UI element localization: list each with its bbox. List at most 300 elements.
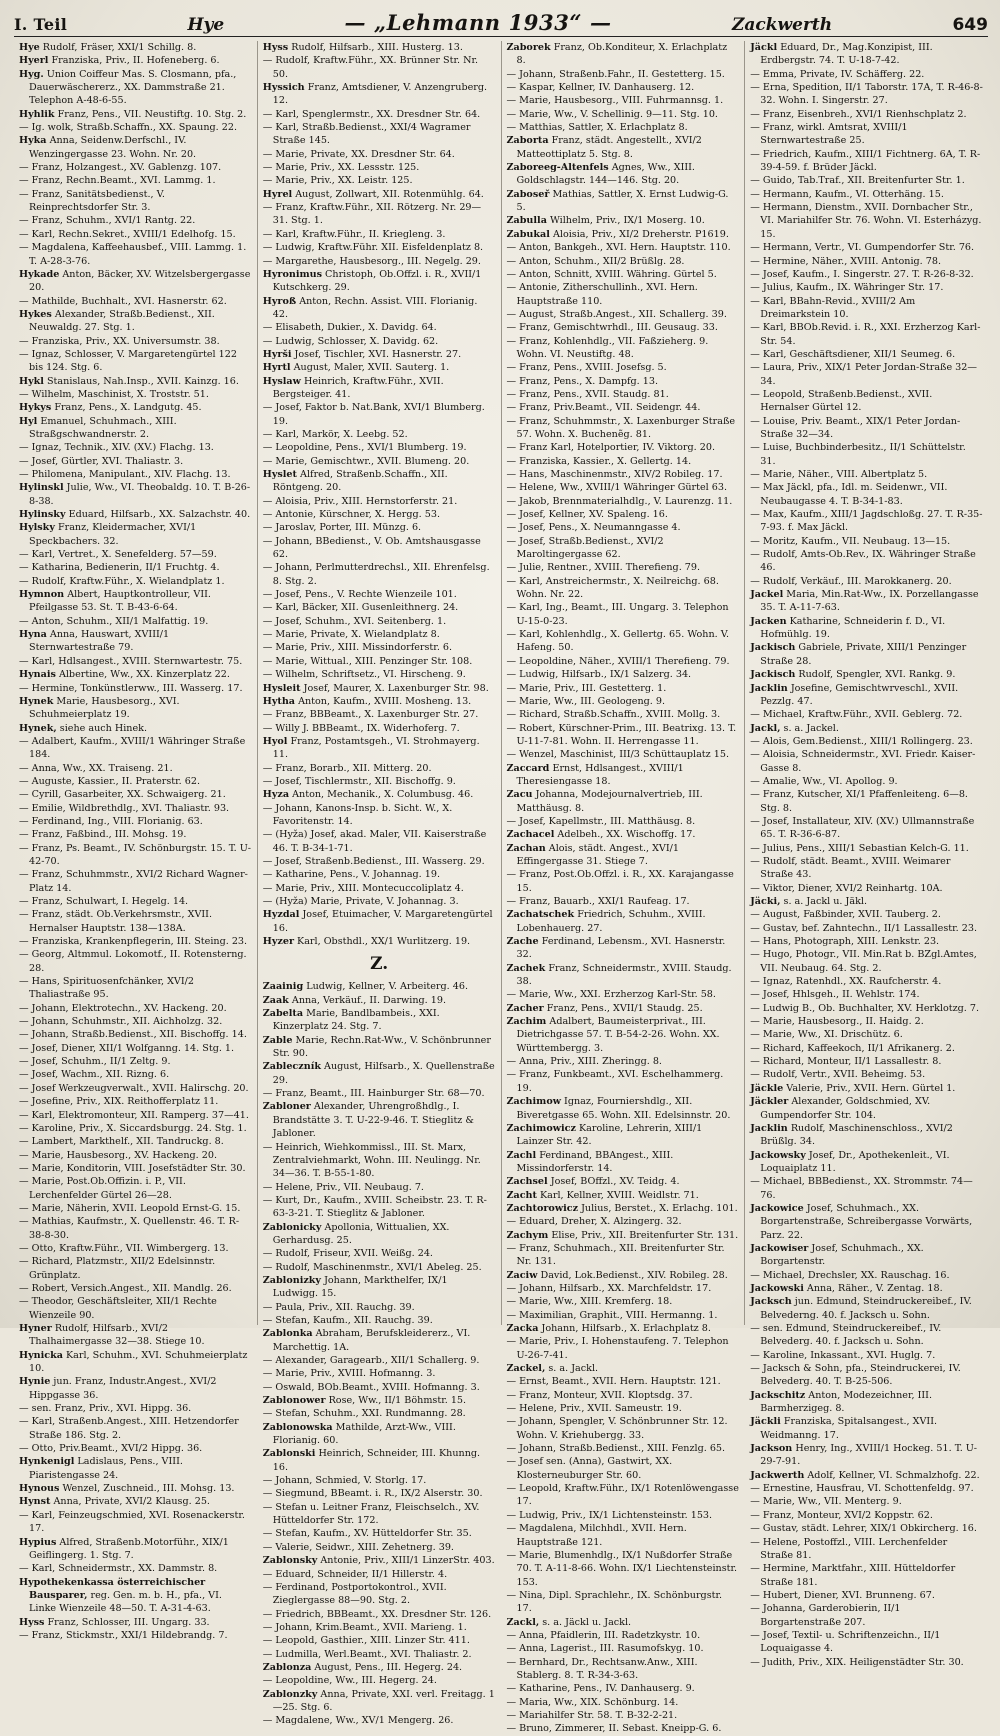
directory-entry <box>263 335 496 348</box>
directory-entry <box>750 321 983 348</box>
entry-details: — Richard, Monteur, II/1 Lassallestr. 8. <box>750 1056 942 1068</box>
directory-entry <box>507 481 740 494</box>
entry-surname: Jäckle <box>750 1082 784 1094</box>
entry-details: Franz, städt. Angestellt., XVI/2 Matteottiplatz 5. Stg. 8. <box>516 135 702 160</box>
entry-details: Franz, Postamtsgeh., VI. Strohmayerg. 11. <box>272 735 480 761</box>
directory-entry <box>19 1109 252 1122</box>
entry-details: Anna, Private, XVI/2 Klausg. 25. <box>50 1496 210 1508</box>
entry-details: Heinrich, Kraftw.Führ., XVII. Bergsteiger. 41. <box>272 375 444 400</box>
directory-entry <box>507 535 740 562</box>
entry-details: — Michael, Drechsler, XX. Rauschag. 16. <box>750 1269 950 1281</box>
directory-entry <box>263 908 496 935</box>
directory-entry <box>263 895 496 908</box>
directory-entry <box>19 1082 252 1095</box>
entry-details: Karl, Obsthdl., XX/1 Wurlitzerg. 19. <box>294 936 471 948</box>
entry-details: Antonie, Priv., XIII/1 LinzerStr. 403. <box>317 1555 495 1567</box>
entry-surname: Zachatschek <box>506 909 575 921</box>
entry-surname: Hyrši <box>262 348 292 360</box>
entry-details: — Josef, Kaufm., I. Singerstr. 27. T. R-26-8-32. <box>750 268 974 280</box>
entry-details: — Franz, Kutscher, XI/1 Pfaffenleiteng. 6—8. Stg. 8. <box>750 789 968 814</box>
directory-entry <box>263 1421 496 1448</box>
entry-details: — Hans, Maschinenmstr., XIV/2 Robileg. 17. <box>506 469 723 480</box>
directory-entry <box>19 121 252 134</box>
directory-entry <box>19 668 252 681</box>
entry-details: — Viktor, Diener, XVI/2 Reinhartg. 10A. <box>750 882 943 894</box>
entry-surname: Hyg. <box>19 68 44 80</box>
entry-details: — Julius, Kaufm., IX. Währinger Str. 17. <box>750 282 944 294</box>
entry-details: — Franz, Sanitätsbedienst., V. Reinprechtsdorfer Str. 3. <box>19 188 165 214</box>
directory-entry <box>19 722 252 735</box>
entry-surname: Zaboreeg-Altenfels <box>506 162 609 174</box>
directory-entry <box>263 441 496 454</box>
directory-entry <box>750 988 983 1001</box>
entry-details: — Karl, Kohlenhdlg., X. Gellertg. 65. Wohn. V. Hafeng. 50. <box>506 629 730 654</box>
entry-surname: Hyol <box>262 735 288 747</box>
directory-entry <box>19 1095 252 1108</box>
entry-details: — Leopold, Straßenb.Bedienst., XVII. Hernalser Gürtel 12. <box>750 388 933 414</box>
directory-entry <box>750 775 983 788</box>
entry-surname: Jackschitz <box>750 1389 806 1401</box>
entry-details: — Johann, Krim.Beamt., XVII. Marieng. 1. <box>262 1621 467 1633</box>
entry-details: — Karl, Feinzeugschmied, XVI. Rosenackerstr. 17. <box>19 1509 245 1535</box>
directory-entry <box>750 415 983 442</box>
entry-surname: Hyronimus <box>262 268 322 280</box>
directory-entry <box>750 1562 983 1589</box>
directory-entry <box>750 548 983 575</box>
entry-details: — Hubert, Diener, XVI. Brunneng. 67. <box>750 1589 935 1601</box>
entry-details: s. a. Jäckl u. Jackl. <box>539 1616 632 1628</box>
directory-entry <box>750 108 983 121</box>
entry-details: Alexander, Goldschmied, XV. Gumpendorfer Str. 104. <box>760 1096 931 1121</box>
directory-entry <box>507 1002 740 1015</box>
entry-details: Marie, Rechn.Rat-Ww., V. Schönbrunner Str. 90. <box>272 1034 491 1060</box>
directory-entry <box>19 1068 252 1081</box>
directory-entry <box>263 561 496 588</box>
entry-details: — Ludwig, Schlosser, X. Davidg. 62. <box>262 335 439 347</box>
entry-details: — Franz, Schulwart, I. Hegelg. 14. <box>19 896 189 907</box>
directory-entry <box>19 908 252 935</box>
directory-entry <box>263 1674 496 1687</box>
directory-entry <box>263 1087 496 1100</box>
directory-entry <box>19 1616 252 1629</box>
page-header <box>14 10 988 37</box>
directory-entry <box>750 1269 983 1282</box>
entry-details: Rudolf, Hilfsarb., XVI/2 Thalhaimergasse 32—38. Stiege 10. <box>29 1323 205 1348</box>
entry-surname: Jackson <box>750 1443 793 1455</box>
entry-surname: Zablonizky <box>262 1274 322 1286</box>
entry-details: — Ludwig, Hilfsarb., IX/1 Salzerg. 34. <box>506 669 692 681</box>
directory-entry <box>263 108 496 121</box>
directory-entry <box>19 842 252 869</box>
directory-entry <box>750 148 983 175</box>
entry-details: — Kurt, Dr., Kaufm., XVIII. Scheibstr. 23. T. R-63-3-21. T. Stieglitz & Jabloner. <box>262 1194 487 1220</box>
entry-details: Union Coiffeur Mas. S. Closmann, pfa., Dauerwäschererz., XX. Dammstraße 21. Telephon A-48-6-55. <box>29 68 237 107</box>
entry-details: Franz, Schneidermstr., XVIII. Staudg. 38. <box>516 962 732 988</box>
directory-entry <box>750 1469 983 1482</box>
entry-surname: Hyner <box>19 1323 52 1334</box>
directory-entry <box>507 415 740 442</box>
entry-details: — Rudolf, Vertr., XVII. Beheimg. 53. <box>750 1069 926 1081</box>
directory-entry <box>750 922 983 935</box>
entry-details: — Maximilian, Graphit., VIII. Hermanng. 1. <box>506 1309 718 1321</box>
entry-details: — Leopold, Kraftw.Führ., IX/1 Rotenlöwengasse 17. <box>506 1483 739 1508</box>
directory-entry <box>19 575 252 588</box>
directory-entry <box>507 655 740 668</box>
entry-details: — Julius, Pens., XIII/1 Sebastian Kelch-G. 11. <box>750 842 969 854</box>
entry-details: — August, Straßb.Angest., XII. Schallerg. 39. <box>506 308 727 320</box>
entry-details: — Paula, Priv., XII. Rauchg. 39. <box>262 1301 415 1313</box>
directory-entry <box>507 281 740 308</box>
directory-entry <box>263 1554 496 1567</box>
directory-entry <box>507 68 740 81</box>
directory-entry <box>507 521 740 534</box>
directory-entry <box>507 161 740 188</box>
entry-details: — Rudolf, Verkäuf., III. Marokkanerg. 20. <box>750 575 952 587</box>
directory-entry <box>507 41 740 68</box>
directory-entry <box>750 1602 983 1629</box>
entry-surname: Zacu <box>506 789 533 801</box>
entry-surname: Hyrtl <box>262 362 291 374</box>
entry-surname: Zaainig <box>262 981 304 993</box>
entry-surname: Hyroß <box>262 295 297 307</box>
directory-entry <box>507 188 740 215</box>
directory-entry <box>507 268 740 281</box>
directory-entry <box>750 1629 983 1656</box>
directory-entry <box>507 1282 740 1295</box>
directory-entry <box>19 54 252 67</box>
entry-details: — Rudolf, Maschinenmstr., XVI/1 Abeleg. 25. <box>262 1261 482 1273</box>
entry-details: — Antonie, Kürschner, X. Hergg. 53. <box>262 509 441 521</box>
directory-entry <box>19 1255 252 1282</box>
directory-entry <box>507 308 740 321</box>
entry-details: — Josef, Wachm., XII. Rizng. 6. <box>19 1069 170 1081</box>
directory-entry <box>19 1242 252 1255</box>
entry-surname: Jäckler <box>750 1096 789 1108</box>
entry-details: — Stefan, Kaufm., XV. Hütteldorfer Str. 35. <box>262 1528 472 1540</box>
entry-details: Christoph, Ob.Offzl. i. R., XVII/1 Kutschkerg. 29. <box>272 268 482 294</box>
directory-entry <box>507 1455 740 1482</box>
directory-entry <box>19 1322 252 1349</box>
entry-details: Franz, Pens., X. Landgutg. 45. <box>51 402 202 414</box>
entry-details: — Rudolf, städt. Beamt., XVIII. Weimarer Straße 43. <box>750 855 951 881</box>
entry-details: Franziska, Priv., II. Hofeneberg. 6. <box>48 55 220 67</box>
entry-details: — Franz, Faßbind., III. Mohsg. 19. <box>19 829 187 841</box>
directory-entry <box>263 1221 496 1248</box>
directory-entry <box>750 361 983 388</box>
entry-surname: Jacklin <box>750 1122 788 1134</box>
entry-surname: Zachim <box>506 1016 547 1028</box>
entry-details: — Karoline, Inkassant., XVI. Huglg. 7. <box>750 1349 936 1361</box>
entry-details: — Johann, Schmied, V. Storlg. 17. <box>262 1475 427 1487</box>
directory-entry <box>750 348 983 361</box>
directory-entry <box>507 455 740 468</box>
entry-details: — Franz, Ps. Beamt., IV. Schönburgstr. 15. T. U-42-70. <box>19 842 251 867</box>
entry-details: — Johann, Schuhmstr., XII. Aichholzg. 32. <box>19 1016 223 1028</box>
directory-entry <box>263 868 496 881</box>
directory-entry <box>507 908 740 935</box>
directory-entry <box>263 121 496 148</box>
entry-details: — Franz, Pens., X. Dampfg. 13. <box>506 375 659 387</box>
entry-surname: Zachacel <box>506 829 555 841</box>
directory-entry <box>263 321 496 334</box>
entry-details: — Gustav, bef. Zahntechn., II/1 Lassallestr. 23. <box>750 922 977 934</box>
entry-details: — Wenzel, Maschinist, III/3 Schüttauplatz 15. <box>506 749 730 761</box>
directory-entry <box>507 388 740 401</box>
entry-surname: Zaborek <box>506 42 551 53</box>
directory-entry <box>263 1007 496 1034</box>
directory-entry <box>507 1402 740 1415</box>
entry-details: Friedrich, Schuhm., XVIII. Lobenhauerg. 27. <box>516 909 706 934</box>
entry-details: — Marie, Priv., XVIII. Hofmanng. 3. <box>262 1368 436 1380</box>
entry-details: — Julie, Rentner., XVIII. Therefieng. 79. <box>506 562 701 574</box>
entry-details: Franz, Ob.Konditeur, X. Erlachplatz 8. <box>516 42 728 67</box>
directory-entry <box>263 401 496 428</box>
entry-details: — Franz, Schuhmmstr., XVI/2 Richard Wagner-Platz 14. <box>19 869 248 894</box>
entry-surname: Jackisch <box>750 642 796 654</box>
entry-details: Anna, Verkäuf., II. Darwing. 19. <box>288 994 447 1006</box>
directory-entry <box>507 1309 740 1322</box>
entry-details: Mathias, Sattler, X. Ernst Ludwig-G. 5. <box>516 188 729 214</box>
entry-details: — Philomena, Manipulant., XIV. Flachg. 13. <box>19 469 231 480</box>
entry-details: — Marie, Ww., XXI. Erzherzog Karl-Str. 58. <box>506 989 716 1001</box>
entry-details: — Karl, Schneidermstr., XX. Dammstr. 8. <box>19 1563 218 1575</box>
directory-entry <box>19 468 252 481</box>
directory-entry <box>19 295 252 308</box>
entry-details: — Erna, Spedition, II/1 Taborstr. 17A, T. R-46-8-32. Wohn. I. Singerstr. 27. <box>750 82 983 107</box>
directory-entry <box>263 495 496 508</box>
entry-details: siehe auch Hinek. <box>56 722 147 734</box>
entry-details: — Michael, BBBedienst., XX. Strommstr. 74—76. <box>750 1176 973 1201</box>
entry-details: — Richard, Platzmstr., XII/2 Edelsinnstr. Grünplatz. <box>19 1256 216 1281</box>
entry-details: — Marie, Priv., I. Hohenstaufeng. 7. Telephon U-26-7-41. <box>506 1336 729 1361</box>
entry-details: — Marie, Gemischtwr., XVII. Blumeng. 20. <box>262 455 470 467</box>
entry-details: — Franz, Post.Ob.Offzl. i. R., XX. Karajangasse 15. <box>506 869 734 894</box>
entry-details: — Ludwig, Kraftw.Führ. XII. Eisfeldenplatz 8. <box>262 242 484 254</box>
entry-details: — Magdalena, Kaffeehausbef., VIII. Lammg. 1. T. A-28-3-76. <box>19 242 247 267</box>
directory-entry <box>19 161 252 174</box>
entry-details: — Marie, Priv., XX. Lessstr. 125. <box>262 162 420 174</box>
entry-surname: Zabloner <box>262 1101 311 1113</box>
directory-entry <box>263 1407 496 1420</box>
directory-entry <box>19 655 252 668</box>
directory-entry <box>750 908 983 921</box>
entry-details: — Otto, Priv.Beamt., XVI/2 Hippg. 36. <box>19 1443 203 1455</box>
entry-details: — Marie, Private, X. Wielandplatz 8. <box>262 629 440 641</box>
entry-details: — Ernestine, Hausfrau, VI. Schottenfeldg. 97. <box>750 1483 974 1495</box>
entry-details: — Josef, Schuhm., XVI. Seitenberg. 1. <box>262 615 447 627</box>
directory-entry <box>750 1536 983 1563</box>
entry-details: — Franz, Priv.Beamt., VII. Seidengr. 44. <box>506 402 701 414</box>
entry-details: — Josefine, Priv., XIX. Reithofferplatz 11. <box>19 1096 219 1108</box>
entry-details: — Luise, Buchbinderbesitz., II/1 Schüttelstr. 31. <box>750 442 966 467</box>
directory-entry <box>19 1536 252 1563</box>
entry-surname: Hykl <box>19 375 44 387</box>
entry-details: Ernst, Hdlsangest., XVIII/1 Theresiengasse 18. <box>516 762 684 787</box>
directory-entry <box>263 161 496 174</box>
directory-entry <box>263 788 496 801</box>
directory-entry <box>750 615 983 642</box>
entry-details: — Johann, Spengler, V. Schönbrunner Str. 12. Wohn. V. Kriehubergg. 33. <box>506 1416 728 1441</box>
directory-entry <box>263 348 496 361</box>
directory-entry <box>507 1722 740 1735</box>
entry-details: — Ig. wolk, Straßb.Schaffn., XX. Spaung. 22. <box>19 122 238 134</box>
directory-entry <box>507 375 740 388</box>
directory-entry <box>507 1549 740 1589</box>
entry-details: — Marie, Priv., XX. Leistr. 125. <box>262 175 413 187</box>
entry-details: Johanna, Modejournalvertrieb, III. Matthäusg. 8. <box>516 789 703 814</box>
directory-entry <box>263 1060 496 1087</box>
entry-details: — Franz, Pens., XVIII. Josefsg. 5. <box>506 362 667 374</box>
entry-details: — Johann, Kanons-Insp. b. Sicht. W., X. Favoritenstr. 14. <box>262 802 453 827</box>
directory-entry <box>19 1495 252 1508</box>
directory-entry <box>263 775 496 788</box>
entry-details: — August, Faßbinder, XVII. Tauberg. 2. <box>750 909 941 921</box>
entry-surname: Hypius <box>19 1536 57 1548</box>
directory-entry <box>263 1327 496 1354</box>
directory-entry <box>507 722 740 749</box>
entry-details: — Leopoldine, Näher., XVIII/1 Therefieng. 79. <box>506 655 730 667</box>
directory-entry <box>19 868 252 895</box>
entry-surname: Zachek <box>506 962 546 974</box>
directory-entry <box>507 1055 740 1068</box>
directory-entry <box>507 1242 740 1269</box>
directory-entry <box>19 214 252 227</box>
entry-details: — Karl, BBahn-Revid., XVIII/2 Am Dreimarkstein 10. <box>750 295 916 320</box>
entry-details: Rudolf, Fräser, XXI/1 Schillg. 8. <box>39 42 197 53</box>
directory-entry <box>19 335 252 348</box>
entry-details: Johann, Hilfsarb., X. Erlachplatz 8. <box>538 1323 711 1334</box>
directory-entry <box>507 468 740 481</box>
directory-entry <box>263 855 496 868</box>
entry-surname: Hyl <box>19 415 38 427</box>
entry-details: — Ignaz, Ratenhdl., XX. Raufcherstr. 4. <box>750 976 942 988</box>
directory-entry <box>263 1141 496 1181</box>
entry-details: — (Hyža) Josef, akad. Maler, VII. Kaiserstraße 46. T. B-34-1-71. <box>262 829 487 854</box>
entry-details: — Marie, Priv., XIII. Missindorferstr. 6. <box>262 642 453 654</box>
entry-details: — Marie, Priv., XIII. Montecuccoliplatz 4. <box>262 882 464 894</box>
directory-entry <box>750 895 983 908</box>
entry-details: — Alois, Gem.Bedienst., XIII/1 Rollingerg. 23. <box>750 735 973 747</box>
entry-details: — Jaroslav, Porter, III. Münzg. 6. <box>262 522 422 534</box>
entry-details: — Franz, Bauarb., XXI/1 Raufeag. 17. <box>506 896 690 907</box>
entry-surname: Hypothekenkassa österreichischer Bausparer, <box>19 1576 206 1601</box>
entry-details: Johann, Markthelfer, IX/1 Ludwigg. 15. <box>272 1274 448 1300</box>
entry-surname: Zablonower <box>262 1395 326 1407</box>
entry-details: — Lambert, Markthelf., XII. Tandruckg. 8. <box>19 1136 224 1148</box>
directory-entry <box>263 628 496 641</box>
directory-entry <box>19 508 252 521</box>
entry-details: — Robert, Kürschner-Prim., III. Beatrixg. 13. T. U-11-7-81. Wohn. II. Herrengasse 11. <box>506 722 737 747</box>
directory-entry <box>750 1349 983 1362</box>
directory-entry <box>507 1295 740 1308</box>
directory-entry <box>263 1661 496 1674</box>
entry-details: — Emma, Private, IV. Schäfferg. 22. <box>750 68 925 80</box>
entry-details: — Mathilde, Buchhalt., XVI. Hasnerstr. 62. <box>19 295 227 307</box>
entry-surname: Hyss <box>19 1616 45 1628</box>
directory-entry <box>750 641 983 668</box>
entry-surname: Jacken <box>750 615 787 627</box>
entry-details: — Marie, Ww., III. Geologeng. 9. <box>506 695 666 707</box>
entry-details: — Josef, Textil- u. Schriftenzeichn., II/1 Loquaigasse 4. <box>750 1629 941 1655</box>
entry-details: — Stefan u. Leitner Franz, Fleischselch., XV. Hütteldorfer Str. 172. <box>262 1501 480 1527</box>
entry-details: Albert, Hauptkontrolleur, VII. Pfeilgasse 53. St. T. B-43-6-64. <box>29 589 211 614</box>
directory-entry <box>507 1589 740 1616</box>
entry-details: — Rudolf, Friseur, XVII. Weißg. 24. <box>262 1248 433 1260</box>
entry-details: Alfred, Straßenb.Motorführ., XIX/1 Geiflingerg. 1. Stg. 7. <box>29 1536 229 1561</box>
entry-details: — Friedrich, BBBeamt., XX. Dresdner Str. 126. <box>262 1608 492 1620</box>
directory-entry <box>750 1202 983 1242</box>
directory-entry <box>263 1194 496 1221</box>
entry-details: — Georg, Altmmul. Lokomotf., II. Rotensterng. 28. <box>19 949 247 974</box>
directory-entry <box>750 1415 983 1442</box>
entry-details: Rose, Ww., II/1 Böhmstr. 15. <box>325 1395 467 1407</box>
entry-surname: Zable <box>262 1034 293 1046</box>
entry-details: August, Pens., III. Hegerg. 24. <box>311 1661 463 1673</box>
entry-surname: Zabukal <box>506 228 550 240</box>
entry-details: — Judith, Priv., XIX. Heiligenstädter Str. 30. <box>750 1656 964 1668</box>
directory-entry <box>263 295 496 322</box>
directory-entry <box>750 1042 983 1055</box>
directory-entry <box>19 975 252 1002</box>
directory-entry <box>19 1375 252 1402</box>
directory-entry <box>19 1028 252 1041</box>
entry-details: s. a. Jackl. <box>545 1363 599 1375</box>
directory-entry <box>263 54 496 81</box>
directory-entry <box>750 295 983 322</box>
entry-details: — Franz, Beamt., III. Hainburger Str. 68—70. <box>262 1088 485 1100</box>
entry-details: — (Hyža) Marie, Private, V. Johannag. 3. <box>262 896 459 907</box>
directory-entry <box>750 1149 983 1176</box>
directory-entry <box>507 1122 740 1149</box>
entry-details: — Amalie, Ww., VI. Apollog. 9. <box>750 775 898 787</box>
directory-entry <box>507 1696 740 1709</box>
entry-details: — Katharine, Pens., IV. Danhauserg. 9. <box>506 1683 695 1695</box>
entry-details: — Aloisia, Schneidermstr., XVI. Friedr. Kaiser-Gasse 8. <box>750 749 976 774</box>
entry-surname: Hyslaw <box>262 375 301 387</box>
entry-details: — Josef, Installateur, XIV. (XV.) Ullmannstraße 65. T. R-36-6-87. <box>750 815 975 841</box>
entry-details: Josef, Tischler, XVI. Hasnerstr. 27. <box>291 348 462 360</box>
entry-details: Katharine, Schneiderin f. D., VI. Hofmühlg. 19. <box>760 615 946 641</box>
directory-entry <box>263 148 496 161</box>
entry-details: — Franz, Monteur, XVI/2 Koppstr. 62. <box>750 1509 933 1521</box>
directory-entry <box>750 708 983 721</box>
directory-entry <box>750 855 983 882</box>
entry-details: Anton, Kaufm., XVIII. Mosheng. 13. <box>295 695 472 707</box>
entry-details: — Marie, Hausbesorg., XV. Hackeng. 20. <box>19 1149 218 1161</box>
entry-details: — Hugo, Photogr., VII. Min.Rat b. BZgl.Amtes, VII. Neubaug. 64. Stg. 2. <box>750 949 977 974</box>
entry-surname: Zachtorowicz <box>506 1202 579 1214</box>
entry-details: — Marie, Ww., XIII. Kremferg. 18. <box>506 1296 673 1308</box>
entry-surname: Hyzer <box>262 936 294 948</box>
directory-entry <box>750 201 983 241</box>
entry-details: Marie, Hausbesorg., XVI. Schuhmeierplatz 19. <box>29 695 180 721</box>
directory-entry <box>19 948 252 975</box>
entry-details: — Marie, Ww., XI. Drischütz. 6. <box>750 1029 903 1041</box>
entry-surname: Hyka <box>19 135 47 147</box>
entry-details: — Helene, Priv., VII. Neubaug. 7. <box>262 1181 424 1193</box>
directory-entry <box>19 521 252 548</box>
entry-details: — Franz, Schuhm., XVI/1 Rantg. 22. <box>19 215 196 227</box>
directory-entry <box>750 188 983 201</box>
directory-entry <box>750 1028 983 1041</box>
directory-entry <box>19 1562 252 1575</box>
entry-details: — Auguste, Kassier., II. Praterstr. 62. <box>19 775 201 787</box>
entry-details: — Magdalena, Milchhdl., XVII. Hern. Hauptstraße 121. <box>506 1523 687 1548</box>
directory-entry <box>507 1442 740 1455</box>
entry-surname: Hylsky <box>19 522 55 534</box>
entry-surname: Hynst <box>19 1496 51 1508</box>
entry-surname: Hymnon <box>19 589 65 601</box>
